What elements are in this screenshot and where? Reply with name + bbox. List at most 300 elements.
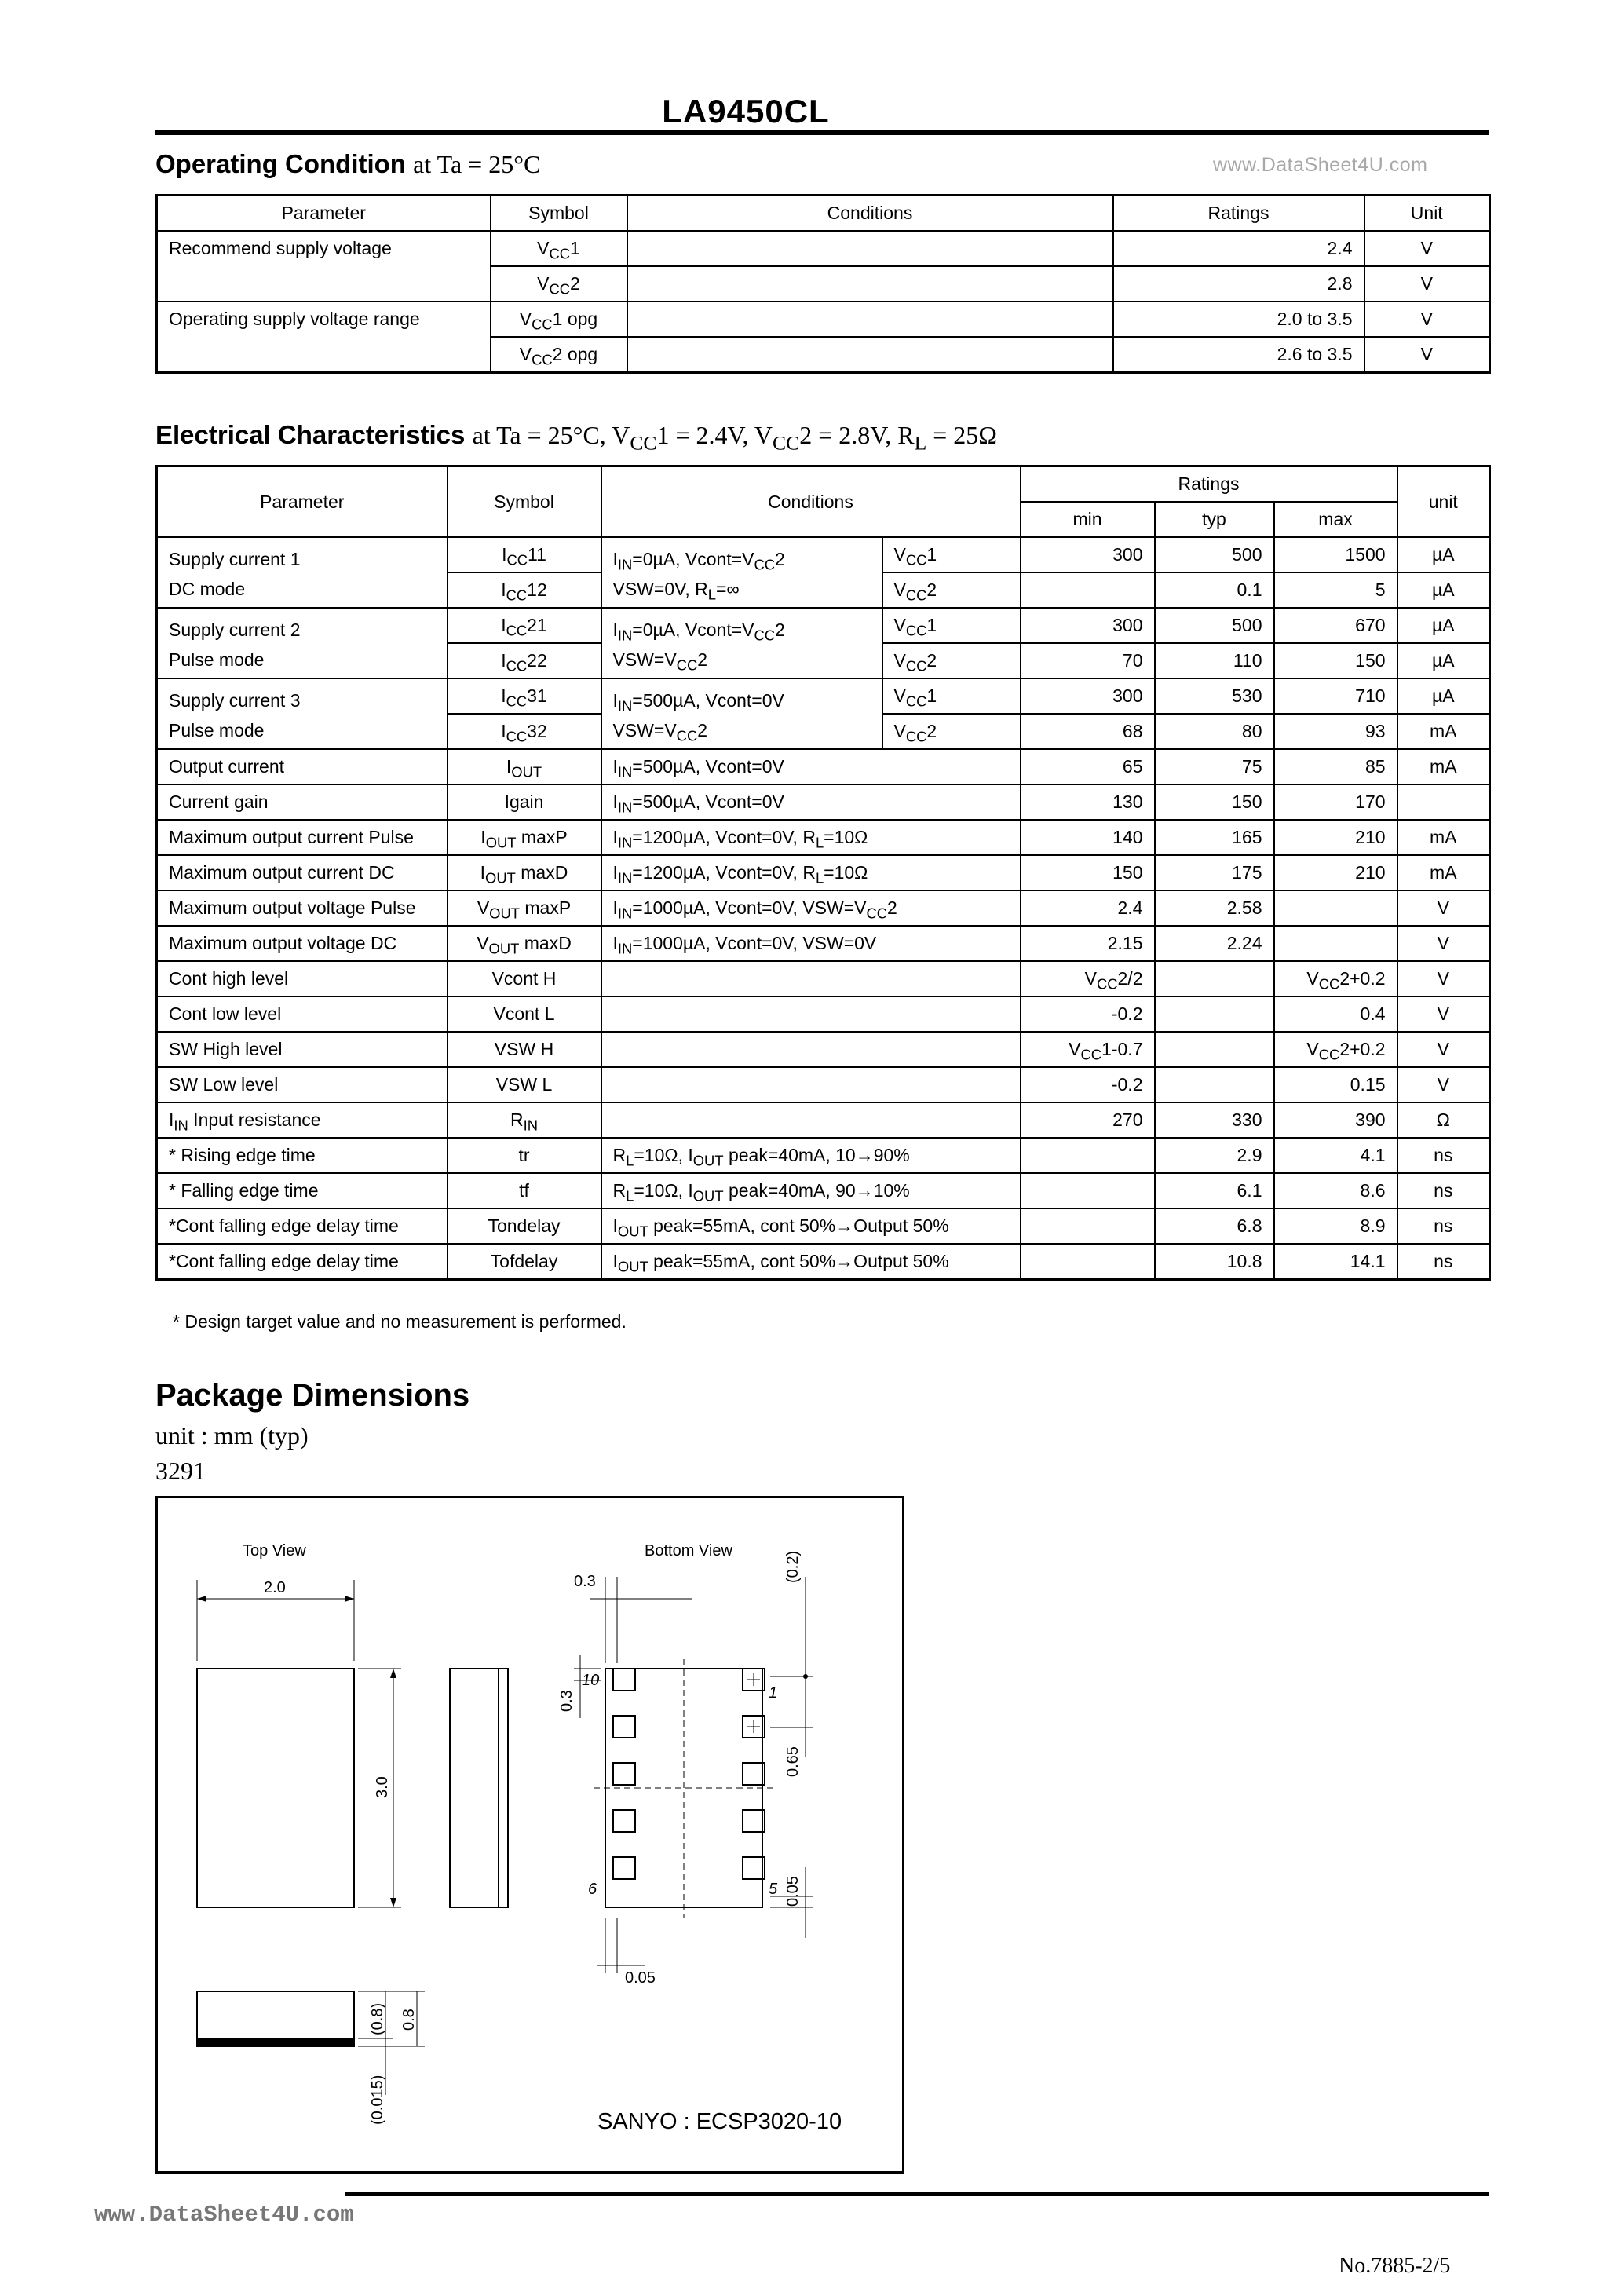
header-rule: [155, 130, 1489, 135]
side-view-body: [450, 1669, 508, 1907]
header-cell: Ratings: [1021, 466, 1397, 503]
table-row: [157, 890, 1490, 926]
table-row: [157, 678, 1490, 714]
header-cell: Ratings: [1113, 196, 1364, 232]
electrical-header-row: [157, 466, 1490, 503]
table-row: [157, 1173, 1490, 1208]
symbol-cell: tf: [448, 1173, 601, 1208]
symbol-cell: $I_{CC}22$: [448, 643, 601, 678]
symbol-cell: Vcont H: [448, 961, 601, 996]
table-row: [157, 231, 1490, 266]
typ-cell: 6.1: [1155, 1173, 1274, 1208]
dim-thick-1: (0.8): [369, 2002, 386, 2035]
min-cell: 300: [1021, 608, 1155, 643]
unit-cell: V: [1364, 266, 1490, 302]
typ-cell: 80: [1155, 714, 1274, 749]
pin-10-label: 10: [582, 1672, 600, 1689]
symbol-cell: $V_{OUT}$ maxD: [448, 926, 601, 961]
conditions-cell: $I_{IN}=1000\mu A$, Vcont=0V, VSW=0V: [601, 926, 1021, 961]
max-cell: 8.9: [1274, 1208, 1397, 1244]
parameter-line: Supply current 3: [169, 690, 301, 711]
conditions-cell: [601, 1032, 1021, 1067]
conditions-cell: $I_{IN}=500\mu A$, Vcont=0V: [601, 749, 1021, 784]
bottom-pads: [613, 1669, 765, 1879]
subscript: L: [626, 1187, 634, 1205]
symbol-cell: $V_{CC}1$ opg: [491, 302, 627, 337]
unit-cell: ns: [1397, 1244, 1490, 1280]
symbol-cell: Igain: [448, 784, 601, 820]
conditions-cell: $I_{IN}=1200\mu A$, Vcont=0V, $R_L=10\Omega$: [601, 820, 1021, 855]
typ-cell: 6.8: [1155, 1208, 1274, 1244]
unit-cell: V: [1397, 890, 1490, 926]
max-cell: 93: [1274, 714, 1397, 749]
subscript: CC: [905, 587, 927, 604]
footer-rule: [345, 2192, 1489, 2196]
dim-width: 2.0: [264, 1579, 286, 1596]
header-cell: Parameter: [157, 196, 491, 232]
max-cell: $V_{CC}2+0.2$: [1274, 1032, 1397, 1067]
max-cell: 210: [1274, 820, 1397, 855]
subscript: CC: [506, 728, 528, 745]
symbol-cell: Vcont L: [448, 996, 601, 1032]
typ-cell: 530: [1155, 678, 1274, 714]
unit-cell: V: [1364, 231, 1490, 266]
subscript: IN: [174, 1117, 188, 1134]
pin-5-label: 5: [769, 1881, 778, 1898]
parameter-cell: SW High level: [157, 1032, 448, 1067]
package-code: 3291: [155, 1457, 206, 1485]
subscript: L: [815, 869, 824, 887]
min-cell: 68: [1021, 714, 1155, 749]
subscript: CC: [1318, 1046, 1340, 1063]
max-cell: 210: [1274, 855, 1397, 890]
table-row: [157, 1032, 1490, 1067]
subscript: CC: [773, 431, 800, 455]
min-cell: [1021, 1244, 1155, 1280]
conditions-cell: [601, 678, 882, 749]
max-cell: 150: [1274, 643, 1397, 678]
rating-cell: 2.4: [1113, 231, 1364, 266]
subscript: L: [626, 1152, 634, 1169]
max-cell: 85: [1274, 749, 1397, 784]
subscript: OUT: [485, 834, 517, 851]
min-cell: 65: [1021, 749, 1155, 784]
parameter-cell: [157, 537, 448, 608]
subscript: OUT: [692, 1187, 724, 1205]
subscript: CC: [754, 556, 776, 573]
typ-cell: 110: [1155, 643, 1274, 678]
symbol-cell: Tondelay: [448, 1208, 601, 1244]
parameter-cell: SW Low level: [157, 1067, 448, 1102]
rating-cell: 2.0 to 3.5: [1113, 302, 1364, 337]
subscript: CC: [1318, 975, 1340, 993]
subscript: CC: [905, 728, 927, 745]
dim-offset-top: (0.2): [784, 1550, 802, 1583]
parameter-cell: Cont high level: [157, 961, 448, 996]
table-row: [157, 961, 1490, 996]
conditions-cell: [601, 608, 882, 678]
symbol-cell: Tofdelay: [448, 1244, 601, 1280]
bottom-view-label: Bottom View: [645, 1542, 732, 1559]
pin-1-label: 1: [769, 1684, 778, 1702]
table-row: [157, 749, 1490, 784]
min-cell: [1021, 1173, 1155, 1208]
conditions-cell: [627, 266, 1113, 302]
table-row: [157, 302, 1490, 337]
pad: [613, 1669, 635, 1691]
rating-cell: 2.6 to 3.5: [1113, 337, 1364, 373]
unit-cell: V: [1397, 961, 1490, 996]
typ-cell: [1155, 1032, 1274, 1067]
subscript: CC: [549, 245, 571, 262]
unit-cell: V: [1397, 926, 1490, 961]
parameter-line: Pulse mode: [169, 720, 265, 740]
unit-cell: V: [1364, 302, 1490, 337]
subscript: OUT: [617, 1258, 648, 1275]
parameter-cell: [157, 678, 448, 749]
conditions-cell: [627, 302, 1113, 337]
min-cell: 70: [1021, 643, 1155, 678]
symbol-cell: $I_{OUT}$ maxD: [448, 855, 601, 890]
supply-cell: $V_{CC}2$: [882, 572, 1021, 608]
max-cell: [1274, 890, 1397, 926]
symbol-cell: $V_{CC}2$: [491, 266, 627, 302]
unit-cell: ns: [1397, 1138, 1490, 1173]
conditions-cell: $R_L=10\Omega$, $I_{OUT}$ peak=40mA, 90→10%: [601, 1173, 1021, 1208]
parameter-cell: Recommend supply voltage: [157, 231, 491, 302]
typ-cell: 2.9: [1155, 1138, 1274, 1173]
symbol-cell: VSW H: [448, 1032, 601, 1067]
conditions-cell: [601, 1102, 1021, 1138]
dim-height: 3.0: [374, 1776, 391, 1798]
pin-6-label: 6: [588, 1881, 597, 1898]
condition-line: $I_{IN}=500\mu A$, Vcont=0V: [612, 690, 784, 715]
parameter-line: DC mode: [169, 579, 246, 599]
table-row: [157, 855, 1490, 890]
arrow-icon: [390, 1898, 396, 1907]
min-cell: 150: [1021, 855, 1155, 890]
min-cell: 2.4: [1021, 890, 1155, 926]
typ-cell: 2.58: [1155, 890, 1274, 926]
dim-pad-side: 0.3: [558, 1690, 575, 1712]
header-cell: Parameter: [157, 466, 448, 538]
reference-dot-icon: [803, 1674, 808, 1679]
max-cell: 170: [1274, 784, 1397, 820]
parameter-line: Pulse mode: [169, 649, 265, 670]
operating-body: [157, 231, 1490, 373]
pad: [613, 1763, 635, 1785]
parameter-cell: Output current: [157, 749, 448, 784]
subscript: IN: [617, 697, 633, 715]
electrical-title: Electrical Characteristics: [155, 420, 466, 449]
symbol-cell: $I_{CC}21$: [448, 608, 601, 643]
parameter-cell: Maximum output current DC: [157, 855, 448, 890]
subscript: L: [707, 586, 716, 603]
typ-cell: 75: [1155, 749, 1274, 784]
typ-cell: 2.24: [1155, 926, 1274, 961]
pad: [613, 1857, 635, 1879]
unit-cell: mA: [1397, 855, 1490, 890]
unit-cell: ns: [1397, 1208, 1490, 1244]
electrical-body: [157, 537, 1490, 1280]
subscript: CC: [905, 657, 927, 675]
header-cell: max: [1274, 502, 1397, 537]
max-cell: 5: [1274, 572, 1397, 608]
max-cell: 670: [1274, 608, 1397, 643]
unit-cell: µA: [1397, 537, 1490, 572]
table-row: [157, 1067, 1490, 1102]
parameter-line: Supply current 2: [169, 620, 301, 640]
unit-cell: [1397, 784, 1490, 820]
supply-cell: $V_{CC}1$: [882, 678, 1021, 714]
parameter-cell: Maximum output voltage DC: [157, 926, 448, 961]
conditions-cell: [601, 537, 882, 608]
parameter-cell: [157, 608, 448, 678]
operating-condition: at Ta = 25°C: [413, 150, 541, 178]
symbol-cell: $I_{OUT}$: [448, 749, 601, 784]
operating-table: [155, 194, 1491, 374]
subscript: CC: [676, 727, 698, 744]
min-cell: -0.2: [1021, 996, 1155, 1032]
min-cell: $V_{CC}2/2$: [1021, 961, 1155, 996]
typ-cell: 500: [1155, 537, 1274, 572]
parameter-cell: Operating supply voltage range: [157, 302, 491, 373]
electrical-heading: [155, 420, 998, 455]
subscript: CC: [506, 693, 528, 710]
typ-cell: 330: [1155, 1102, 1274, 1138]
typ-cell: [1155, 1067, 1274, 1102]
package-unit: unit : mm (typ): [155, 1421, 309, 1450]
subscript: CC: [866, 905, 888, 922]
header-cell: Unit: [1364, 196, 1490, 232]
subscript: IN: [617, 905, 633, 922]
subscript: CC: [506, 657, 528, 675]
table-row: [157, 1138, 1490, 1173]
unit-cell: µA: [1397, 572, 1490, 608]
condition-line: $VSW=V_{CC}2$: [612, 649, 708, 674]
package-drawing: [158, 1498, 902, 2171]
parameter-cell: Maximum output current Pulse: [157, 820, 448, 855]
parameter-cell: * Rising edge time: [157, 1138, 448, 1173]
unit-cell: V: [1397, 1067, 1490, 1102]
max-cell: 8.6: [1274, 1173, 1397, 1208]
table-row: [157, 784, 1490, 820]
symbol-cell: $I_{OUT}$ maxP: [448, 820, 601, 855]
min-cell: 270: [1021, 1102, 1155, 1138]
top-view-label: Top View: [243, 1542, 306, 1559]
header-cell: min: [1021, 502, 1155, 537]
header-cell: Conditions: [601, 466, 1021, 538]
pad: [743, 1857, 765, 1879]
max-cell: 14.1: [1274, 1244, 1397, 1280]
typ-cell: 0.1: [1155, 572, 1274, 608]
table-row: [157, 1102, 1490, 1138]
table-row: [157, 608, 1490, 643]
subscript: CC: [532, 351, 553, 368]
symbol-cell: $R_{IN}$: [448, 1102, 601, 1138]
condition-line: $VSW=V_{CC}2$: [612, 720, 708, 744]
unit-cell: mA: [1397, 749, 1490, 784]
condition-line: $I_{IN}=0\mu A$, $Vcont=V_{CC}2$: [612, 620, 785, 644]
subscript: IN: [617, 556, 633, 573]
subscript: L: [815, 834, 824, 851]
symbol-cell: $V_{OUT}$ maxP: [448, 890, 601, 926]
arrow-icon: [390, 1669, 396, 1678]
front-view-base: [197, 2038, 354, 2046]
min-cell: $V_{CC}1-0.7$: [1021, 1032, 1155, 1067]
table-row: [157, 996, 1490, 1032]
footnote: * Design target value and no measurement is performed.: [173, 1311, 627, 1332]
subscript: L: [914, 431, 927, 455]
typ-cell: 10.8: [1155, 1244, 1274, 1280]
electrical-table: [155, 465, 1491, 1281]
subscript: CC: [506, 551, 528, 569]
table-row: [157, 926, 1490, 961]
max-cell: 4.1: [1274, 1138, 1397, 1173]
pad-cross: [747, 1673, 760, 1686]
pad: [613, 1810, 635, 1832]
table-row: [157, 537, 1490, 572]
subscript: CC: [1080, 1046, 1102, 1063]
unit-cell: V: [1397, 996, 1490, 1032]
parameter-cell: $I_{IN}$ Input resistance: [157, 1102, 448, 1138]
typ-cell: [1155, 996, 1274, 1032]
conditions-cell: [601, 996, 1021, 1032]
condition-line: $I_{IN}=0\mu A$, $Vcont=V_{CC}2$: [612, 549, 785, 573]
min-cell: 300: [1021, 678, 1155, 714]
page-number: No.7885-2/5: [1339, 2254, 1451, 2278]
symbol-cell: VSW L: [448, 1067, 601, 1102]
max-cell: 0.4: [1274, 996, 1397, 1032]
subscript: IN: [617, 940, 633, 957]
page-title: LA9450CL: [662, 93, 830, 130]
min-cell: [1021, 1208, 1155, 1244]
min-cell: -0.2: [1021, 1067, 1155, 1102]
conditions-cell: [627, 231, 1113, 266]
subscript: CC: [549, 280, 571, 298]
parameter-cell: *Cont falling edge delay time: [157, 1208, 448, 1244]
symbol-cell: $I_{CC}31$: [448, 678, 601, 714]
symbol-cell: $V_{CC}1$: [491, 231, 627, 266]
subscript: CC: [676, 656, 698, 674]
supply-cell: $V_{CC}1$: [882, 608, 1021, 643]
header-cell: unit: [1397, 466, 1490, 538]
pad: [743, 1763, 765, 1785]
dim-pad-pitch: 0.65: [784, 1746, 802, 1777]
subscript: CC: [905, 551, 927, 569]
parameter-cell: * Falling edge time: [157, 1173, 448, 1208]
unit-cell: V: [1397, 1032, 1490, 1067]
subscript: OUT: [617, 1223, 648, 1240]
typ-cell: 150: [1155, 784, 1274, 820]
subscript: CC: [506, 622, 528, 639]
unit-cell: ns: [1397, 1173, 1490, 1208]
dim-thick-2: 0.8: [400, 2009, 418, 2031]
operating-heading: [155, 149, 540, 179]
subscript: CC: [905, 693, 927, 710]
table-row: [157, 1208, 1490, 1244]
package-maker: SANYO : ECSP3020-10: [597, 2109, 842, 2134]
unit-cell: µA: [1397, 678, 1490, 714]
unit-cell: µA: [1397, 643, 1490, 678]
electrical-condition: at Ta = 25°C, $V_{CC}1 = 2.4V$, $V_{CC}2 = 2.8V$, $R_L = 25\Omega$: [472, 421, 998, 455]
conditions-cell: $I_{OUT}$ peak=55mA, cont 50%→Output 50%: [601, 1208, 1021, 1244]
unit-cell: V: [1364, 337, 1490, 373]
bottom-view-body: [574, 1577, 813, 1973]
arrow-icon: [197, 1596, 206, 1602]
max-cell: 0.15: [1274, 1067, 1397, 1102]
subscript: CC: [754, 627, 776, 644]
symbol-cell: $I_{CC}32$: [448, 714, 601, 749]
conditions-cell: $I_{IN}=1000\mu A$, Vcont=0V, $VSW=V_{CC}2$: [601, 890, 1021, 926]
parameter-line: Supply current 1: [169, 549, 301, 569]
header-cell: typ: [1155, 502, 1274, 537]
condition-line: VSW=0V, $R_L=\infty$: [612, 579, 740, 603]
supply-cell: $V_{CC}1$: [882, 537, 1021, 572]
subscript: CC: [532, 316, 553, 333]
conditions-cell: $R_L=10\Omega$, $I_{OUT}$ peak=40mA, 10→90%: [601, 1138, 1021, 1173]
conditions-cell: $I_{IN}=1200\mu A$, Vcont=0V, $R_L=10\Omega$: [601, 855, 1021, 890]
table-row: [157, 1244, 1490, 1280]
operating-header-row: [157, 196, 1490, 232]
rating-cell: 2.8: [1113, 266, 1364, 302]
header-cell: Symbol: [491, 196, 627, 232]
unit-cell: mA: [1397, 820, 1490, 855]
package-title: Package Dimensions: [155, 1378, 470, 1413]
conditions-cell: $I_{IN}=500\mu A$, Vcont=0V: [601, 784, 1021, 820]
parameter-cell: Current gain: [157, 784, 448, 820]
subscript: CC: [506, 587, 528, 604]
symbol-cell: $I_{CC}11$: [448, 537, 601, 572]
min-cell: 300: [1021, 537, 1155, 572]
min-cell: 130: [1021, 784, 1155, 820]
pad-cross: [747, 1720, 760, 1733]
dim-standoff: (0.015): [369, 2075, 386, 2125]
parameter-cell: Cont low level: [157, 996, 448, 1032]
supply-cell: $V_{CC}2$: [882, 643, 1021, 678]
dim-pad-bottom: 0.05: [625, 1969, 656, 1987]
min-cell: [1021, 572, 1155, 608]
max-cell: $V_{CC}2+0.2$: [1274, 961, 1397, 996]
conditions-cell: [601, 1067, 1021, 1102]
subscript: CC: [1096, 975, 1118, 993]
subscript: OUT: [511, 763, 542, 781]
watermark-bottom[interactable]: www.DataSheet4U.com: [94, 2202, 354, 2228]
max-cell: [1274, 926, 1397, 961]
parameter-cell: *Cont falling edge delay time: [157, 1244, 448, 1280]
subscript: OUT: [692, 1152, 724, 1169]
min-cell: [1021, 1138, 1155, 1173]
dim-pitch: 0.3: [574, 1573, 596, 1590]
parameter-cell: Maximum output voltage Pulse: [157, 890, 448, 926]
subscript: IN: [617, 763, 633, 781]
supply-cell: $V_{CC}2$: [882, 714, 1021, 749]
max-cell: 710: [1274, 678, 1397, 714]
subscript: IN: [617, 799, 633, 816]
typ-cell: 500: [1155, 608, 1274, 643]
operating-title: Operating Condition: [155, 149, 406, 178]
subscript: IN: [617, 834, 633, 851]
typ-cell: [1155, 961, 1274, 996]
subscript: OUT: [485, 869, 516, 887]
unit-cell: mA: [1397, 714, 1490, 749]
watermark-top[interactable]: www.DataSheet4U.com: [1213, 154, 1428, 176]
subscript: IN: [617, 627, 633, 644]
conditions-cell: [601, 961, 1021, 996]
dim-pad-gap: 0.05: [784, 1876, 802, 1907]
symbol-cell: $V_{CC}2$ opg: [491, 337, 627, 373]
max-cell: 1500: [1274, 537, 1397, 572]
